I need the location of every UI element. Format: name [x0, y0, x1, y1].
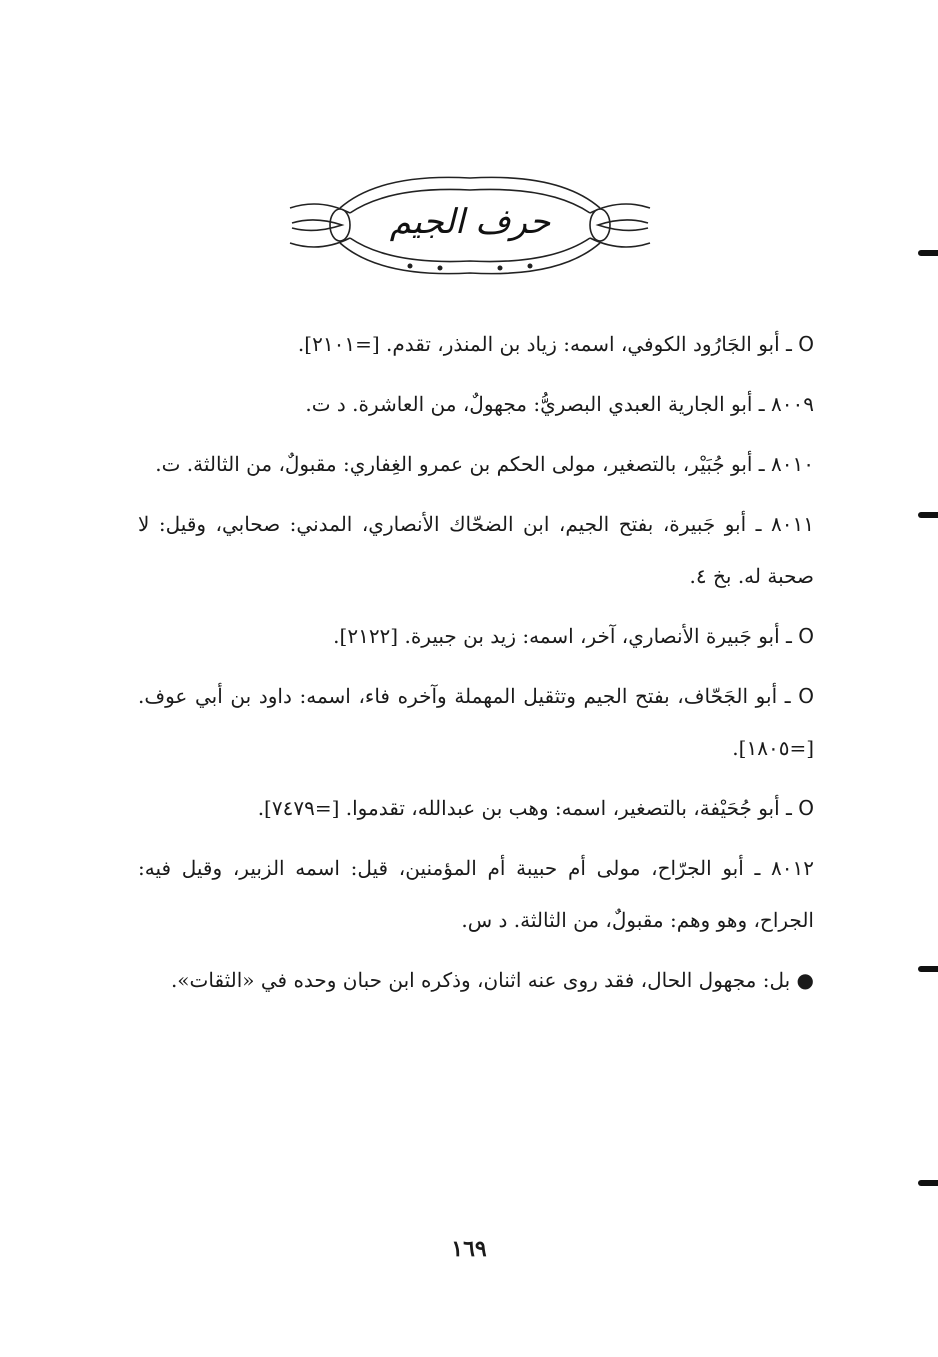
entry: O ـ أبو الجَحّاف، بفتح الجيم وتثقيل المهملة وآخره فاء، اسمه: داود بن أبي عوف. [=١٨٠٥]. — [138, 684, 814, 760]
chapter-title: حرف الجيم — [389, 202, 551, 242]
chapter-heading-cartouche — [280, 168, 660, 283]
edge-thumb-mark — [918, 966, 938, 972]
edge-thumb-mark — [918, 250, 938, 256]
editor-note: ● بل: مجهول الحال، فقد روى عنه اثنان، وذكره ابن حبان وحده في «الثقات». — [170, 968, 814, 992]
entries-block — [138, 318, 814, 1006]
entry: O ـ أبو الجَارُود الكوفي، اسمه: زياد بن المنذر، تقدم. [=٢١٠١]. — [297, 332, 814, 356]
entry: O ـ أبو جُحَيْفة، بالتصغير، اسمه: وهب بن عبدالله، تقدموا. [=٧٤٧٩]. — [257, 796, 814, 820]
entry: O ـ أبو جَبيرة الأنصاري، آخر، اسمه: زيد بن جبيرة. [٢١٢٢]. — [333, 624, 814, 648]
entry: ٨٠١٠ ـ أبو جُبَيْر، بالتصغير، مولى الحكم بن عمرو الغِفاري: مقبولٌ، من الثالثة. ت. — [155, 452, 814, 476]
edge-thumb-mark — [918, 512, 938, 518]
entry: ٨٠٠٩ ـ أبو الجارية العبدي البصريُّ: مجهولٌ، من العاشرة. د ت. — [305, 392, 814, 416]
edge-thumb-mark — [918, 1180, 938, 1186]
entry: ٨٠١٢ ـ أبو الجرّاح، مولى أم حبيبة أم المؤمنين، قيل: اسمه الزبير، وقيل فيه: الجراح، وهو وهم: مقبولٌ، من الثالثة. د س. — [138, 856, 814, 932]
entry: ٨٠١١ ـ أبو جَبيرة، بفتح الجيم، ابن الضحّاك الأنصاري، المدني: صحابي، وقيل: لا صحبة له. بخ ٤. — [138, 512, 814, 588]
page-number: ١٦٩ — [451, 1236, 487, 1262]
